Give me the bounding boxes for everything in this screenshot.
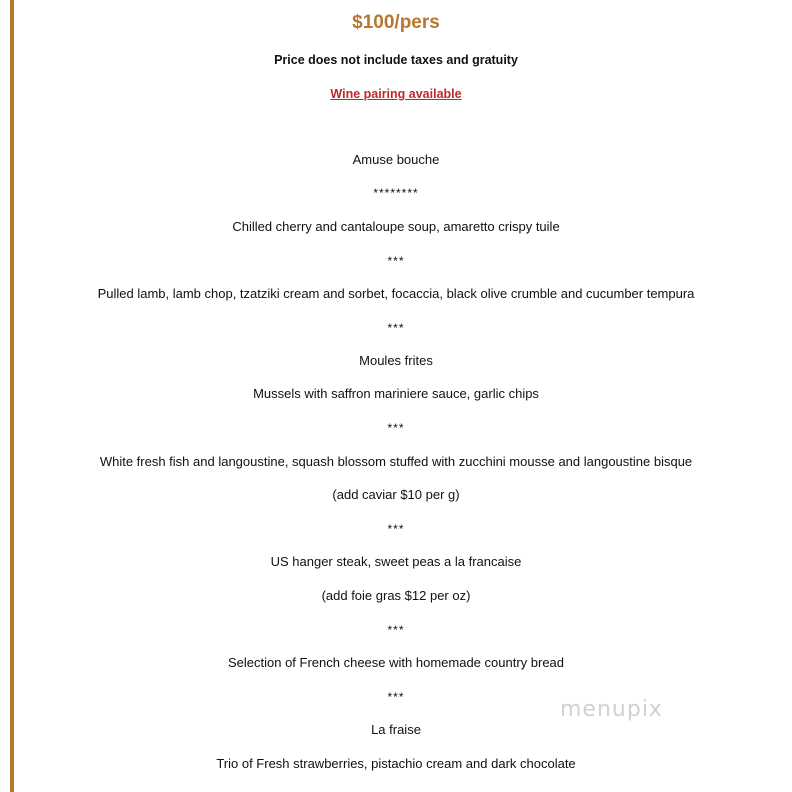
menu-course-steak: US hanger steak, sweet peas a la francaise bbox=[270, 554, 522, 569]
menu-separator: *** bbox=[387, 690, 405, 704]
menu-course-mussels: Mussels with saffron mariniere sauce, garlic chips bbox=[253, 386, 539, 401]
menu-course-soup: Chilled cherry and cantaloupe soup, amaretto crispy tuile bbox=[232, 219, 560, 234]
wine-pairing-link[interactable]: Wine pairing available bbox=[330, 87, 462, 101]
menu-addon-caviar: (add caviar $10 per g) bbox=[332, 487, 460, 502]
menupix-watermark: menupix bbox=[560, 697, 663, 722]
tax-gratuity-note: Price does not include taxes and gratuity bbox=[274, 53, 518, 67]
menu-separator: ******** bbox=[373, 186, 419, 200]
menu-course-moules: Moules frites bbox=[359, 353, 433, 368]
menu-course-strawberries: Trio of Fresh strawberries, pistachio cream and dark chocolate bbox=[216, 756, 576, 771]
menu-separator: *** bbox=[387, 623, 405, 637]
price-heading: $100/pers bbox=[352, 12, 440, 33]
menu-addon-foie-gras: (add foie gras $12 per oz) bbox=[321, 588, 471, 603]
menu-course-fish: White fresh fish and langoustine, squash blossom stuffed with zucchini mousse and langoustine bisque bbox=[99, 454, 693, 469]
menu-course-cheese: Selection of French cheese with homemade country bread bbox=[227, 655, 565, 670]
menu-course-fraise: La fraise bbox=[371, 722, 421, 737]
menu-separator: *** bbox=[387, 522, 405, 536]
menu-course-amuse: Amuse bouche bbox=[352, 152, 440, 167]
menu-separator: *** bbox=[387, 421, 405, 435]
menu-separator: *** bbox=[387, 321, 405, 335]
menu-separator: *** bbox=[387, 254, 405, 268]
menu-course-lamb: Pulled lamb, lamb chop, tzatziki cream and sorbet, focaccia, black olive crumble and cucumber tempura bbox=[97, 286, 695, 301]
